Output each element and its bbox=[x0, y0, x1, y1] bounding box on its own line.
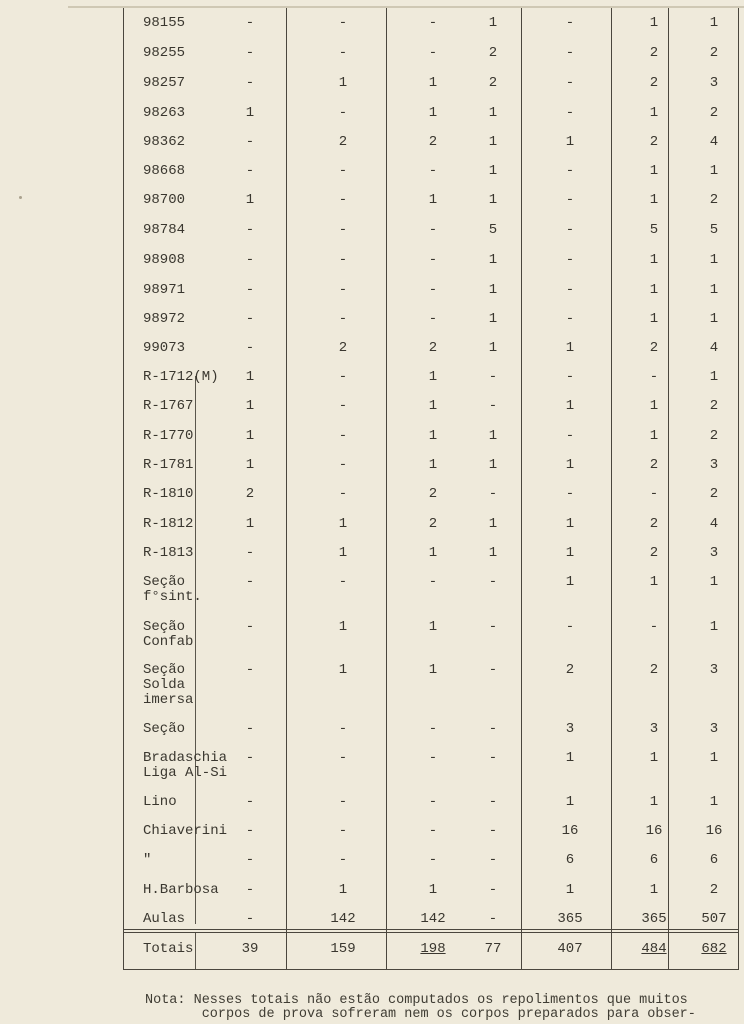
row-value: - bbox=[428, 794, 438, 810]
row-value: - bbox=[245, 134, 255, 150]
row-value: 3 bbox=[709, 457, 719, 473]
row-label: 98668 bbox=[143, 163, 186, 179]
row-value: 1 bbox=[428, 457, 438, 473]
row-value: 1 bbox=[709, 750, 719, 766]
row-value: - bbox=[488, 911, 498, 927]
row-value: 4 bbox=[709, 134, 719, 150]
row-value: - bbox=[649, 486, 659, 502]
row-label: 98255 bbox=[143, 45, 186, 61]
row-label: R-1712(M) bbox=[143, 369, 219, 385]
row-label: Aulas bbox=[143, 911, 186, 927]
row-value: 1 bbox=[649, 192, 659, 208]
row-value: 5 bbox=[488, 222, 498, 238]
totals-rule-top-double bbox=[123, 932, 739, 933]
row-value: 1 bbox=[428, 619, 438, 635]
row-value: 2 bbox=[428, 516, 438, 532]
row-value: 1 bbox=[245, 192, 255, 208]
row-value: - bbox=[245, 340, 255, 356]
row-value: - bbox=[565, 369, 575, 385]
row-value: - bbox=[488, 369, 498, 385]
row-value: 1 bbox=[338, 619, 348, 635]
row-value: 1 bbox=[428, 398, 438, 414]
row-value: 2 bbox=[488, 75, 498, 91]
row-value: 1 bbox=[338, 545, 348, 561]
row-value: 2 bbox=[338, 340, 348, 356]
totals-value: 198 bbox=[420, 941, 446, 957]
row-value: - bbox=[245, 852, 255, 868]
row-value: 2 bbox=[709, 486, 719, 502]
row-value: - bbox=[245, 163, 255, 179]
row-value: - bbox=[488, 750, 498, 766]
totals-value: 39 bbox=[241, 941, 259, 957]
row-value: - bbox=[428, 252, 438, 268]
row-value: 1 bbox=[649, 398, 659, 414]
row-value: - bbox=[428, 282, 438, 298]
row-label: H.Barbosa bbox=[143, 882, 219, 898]
row-label: R-1813 bbox=[143, 545, 194, 561]
row-label: 98784 bbox=[143, 222, 186, 238]
row-value: - bbox=[338, 192, 348, 208]
row-value: - bbox=[565, 619, 575, 635]
row-value: 4 bbox=[709, 340, 719, 356]
row-label: R-1770 bbox=[143, 428, 194, 444]
row-value: - bbox=[428, 311, 438, 327]
row-value: 1 bbox=[565, 516, 575, 532]
row-label: 98971 bbox=[143, 282, 186, 298]
row-value: - bbox=[565, 282, 575, 298]
row-value: 1 bbox=[488, 252, 498, 268]
row-value: - bbox=[245, 750, 255, 766]
row-value: 1 bbox=[488, 105, 498, 121]
row-value: - bbox=[245, 282, 255, 298]
row-value: 2 bbox=[649, 457, 659, 473]
row-label: Seção f°sint. bbox=[143, 574, 202, 605]
row-value: 1 bbox=[245, 428, 255, 444]
row-value: 2 bbox=[565, 662, 575, 678]
row-value: - bbox=[428, 15, 438, 31]
row-label: 98362 bbox=[143, 134, 186, 150]
row-label: R-1781 bbox=[143, 457, 194, 473]
row-value: - bbox=[565, 311, 575, 327]
row-value: 2 bbox=[245, 486, 255, 502]
row-value: 6 bbox=[709, 852, 719, 868]
totals-value: 484 bbox=[641, 941, 667, 957]
totals-label: Totais bbox=[143, 941, 194, 957]
row-value: - bbox=[245, 911, 255, 927]
row-value: 1 bbox=[649, 750, 659, 766]
row-value: 2 bbox=[649, 545, 659, 561]
row-value: 1 bbox=[709, 619, 719, 635]
row-value: 3 bbox=[709, 545, 719, 561]
row-value: 2 bbox=[709, 428, 719, 444]
row-value: 1 bbox=[649, 163, 659, 179]
row-value: 2 bbox=[649, 134, 659, 150]
row-label: Seção Confab bbox=[143, 619, 194, 650]
row-value: 1 bbox=[488, 134, 498, 150]
row-value: - bbox=[338, 45, 348, 61]
row-value: - bbox=[428, 574, 438, 590]
row-value: - bbox=[565, 163, 575, 179]
row-label: Seção Solda imersa bbox=[143, 662, 194, 708]
row-value: 1 bbox=[649, 282, 659, 298]
row-value: - bbox=[428, 45, 438, 61]
table-border-right bbox=[738, 8, 739, 970]
row-value: - bbox=[428, 852, 438, 868]
row-value: - bbox=[565, 428, 575, 444]
row-value: 16 bbox=[561, 823, 579, 839]
row-value: - bbox=[338, 457, 348, 473]
row-value: 142 bbox=[420, 911, 446, 927]
row-value: - bbox=[245, 311, 255, 327]
row-value: 2 bbox=[649, 516, 659, 532]
row-value: 2 bbox=[709, 882, 719, 898]
row-value: 1 bbox=[488, 192, 498, 208]
row-value: 1 bbox=[649, 794, 659, 810]
row-value: - bbox=[245, 75, 255, 91]
row-value: 1 bbox=[649, 574, 659, 590]
row-value: - bbox=[338, 852, 348, 868]
row-value: - bbox=[488, 823, 498, 839]
row-label: 98257 bbox=[143, 75, 186, 91]
row-value: 1 bbox=[709, 574, 719, 590]
row-value: - bbox=[488, 721, 498, 737]
row-value: 1 bbox=[338, 516, 348, 532]
label-separator bbox=[195, 376, 196, 924]
row-value: 2 bbox=[709, 192, 719, 208]
row-value: 1 bbox=[565, 398, 575, 414]
row-value: - bbox=[338, 163, 348, 179]
row-value: 1 bbox=[565, 545, 575, 561]
row-value: 2 bbox=[709, 45, 719, 61]
row-value: - bbox=[428, 163, 438, 179]
row-value: 1 bbox=[428, 428, 438, 444]
row-value: - bbox=[338, 721, 348, 737]
row-value: - bbox=[565, 486, 575, 502]
row-value: 1 bbox=[565, 574, 575, 590]
row-value: 3 bbox=[709, 75, 719, 91]
row-value: 1 bbox=[709, 311, 719, 327]
row-value: - bbox=[245, 882, 255, 898]
row-value: - bbox=[565, 15, 575, 31]
row-value: 365 bbox=[641, 911, 667, 927]
row-label: R-1767 bbox=[143, 398, 194, 414]
row-value: 1 bbox=[488, 163, 498, 179]
totals-value: 77 bbox=[484, 941, 502, 957]
row-value: - bbox=[565, 105, 575, 121]
row-value: 3 bbox=[709, 662, 719, 678]
row-value: 1 bbox=[488, 457, 498, 473]
footnote: Nota: Nesses totais não estão computados os repolimentos que muitos corpos de prova sofreram nem os corpos preparados para obser- bbox=[145, 993, 696, 1022]
row-label: R-1810 bbox=[143, 486, 194, 502]
row-value: - bbox=[338, 252, 348, 268]
row-value: 1 bbox=[565, 794, 575, 810]
row-value: - bbox=[245, 15, 255, 31]
row-value: 1 bbox=[565, 134, 575, 150]
row-value: - bbox=[338, 282, 348, 298]
row-value: 2 bbox=[709, 398, 719, 414]
row-value: - bbox=[488, 398, 498, 414]
row-value: 1 bbox=[709, 15, 719, 31]
row-label: R-1812 bbox=[143, 516, 194, 532]
row-value: - bbox=[565, 252, 575, 268]
row-value: - bbox=[338, 369, 348, 385]
row-value: 3 bbox=[709, 721, 719, 737]
row-value: 1 bbox=[338, 882, 348, 898]
row-value: - bbox=[338, 428, 348, 444]
row-value: - bbox=[338, 574, 348, 590]
row-value: - bbox=[565, 222, 575, 238]
row-value: - bbox=[488, 574, 498, 590]
row-value: 16 bbox=[645, 823, 663, 839]
row-value: 1 bbox=[709, 369, 719, 385]
row-value: 3 bbox=[649, 721, 659, 737]
row-value: - bbox=[245, 574, 255, 590]
label-separator bbox=[195, 933, 196, 970]
row-value: 1 bbox=[428, 192, 438, 208]
column-divider bbox=[286, 8, 287, 970]
row-value: 6 bbox=[565, 852, 575, 868]
row-value: - bbox=[488, 794, 498, 810]
row-value: - bbox=[428, 222, 438, 238]
row-value: 1 bbox=[488, 15, 498, 31]
row-value: 2 bbox=[488, 45, 498, 61]
row-value: 1 bbox=[428, 545, 438, 561]
row-value: - bbox=[245, 222, 255, 238]
row-value: - bbox=[338, 794, 348, 810]
row-value: - bbox=[338, 105, 348, 121]
row-value: 1 bbox=[565, 882, 575, 898]
row-value: - bbox=[338, 311, 348, 327]
row-label: Chiaverini bbox=[143, 823, 228, 839]
row-value: 1 bbox=[245, 516, 255, 532]
row-value: 3 bbox=[565, 721, 575, 737]
row-value: - bbox=[565, 45, 575, 61]
row-value: - bbox=[245, 721, 255, 737]
table-border-bottom bbox=[123, 969, 739, 970]
row-value: - bbox=[338, 750, 348, 766]
totals-value: 159 bbox=[330, 941, 356, 957]
row-value: 2 bbox=[709, 105, 719, 121]
row-value: 1 bbox=[428, 105, 438, 121]
row-value: - bbox=[245, 545, 255, 561]
row-value: 1 bbox=[488, 311, 498, 327]
row-value: 1 bbox=[488, 428, 498, 444]
column-divider bbox=[386, 8, 387, 970]
row-label: Lino bbox=[143, 794, 177, 810]
row-value: 1 bbox=[488, 282, 498, 298]
row-value: 507 bbox=[701, 911, 727, 927]
row-label: Bradaschia Liga Al-Si bbox=[143, 750, 228, 781]
row-value: - bbox=[488, 882, 498, 898]
row-value: 1 bbox=[428, 369, 438, 385]
totals-value: 407 bbox=[557, 941, 583, 957]
row-value: 1 bbox=[649, 105, 659, 121]
row-value: - bbox=[245, 794, 255, 810]
row-value: 1 bbox=[649, 428, 659, 444]
row-value: - bbox=[428, 721, 438, 737]
row-value: - bbox=[338, 15, 348, 31]
row-value: 1 bbox=[428, 75, 438, 91]
row-value: 1 bbox=[245, 457, 255, 473]
row-value: 1 bbox=[428, 882, 438, 898]
row-value: - bbox=[428, 823, 438, 839]
row-value: - bbox=[338, 486, 348, 502]
row-value: 16 bbox=[705, 823, 723, 839]
row-value: - bbox=[488, 852, 498, 868]
row-value: 2 bbox=[338, 134, 348, 150]
row-value: 1 bbox=[709, 282, 719, 298]
row-value: - bbox=[488, 662, 498, 678]
row-value: 1 bbox=[428, 662, 438, 678]
row-value: 4 bbox=[709, 516, 719, 532]
row-value: 1 bbox=[245, 398, 255, 414]
row-value: 1 bbox=[245, 105, 255, 121]
row-value: 365 bbox=[557, 911, 583, 927]
row-value: 2 bbox=[649, 662, 659, 678]
row-value: 1 bbox=[565, 457, 575, 473]
row-label: 98155 bbox=[143, 15, 186, 31]
row-value: - bbox=[338, 398, 348, 414]
row-value: 1 bbox=[649, 311, 659, 327]
row-value: 1 bbox=[709, 794, 719, 810]
row-label: 98263 bbox=[143, 105, 186, 121]
row-value: 2 bbox=[649, 340, 659, 356]
row-value: 1 bbox=[709, 163, 719, 179]
row-value: - bbox=[649, 369, 659, 385]
row-value: 2 bbox=[428, 340, 438, 356]
row-value: 1 bbox=[709, 252, 719, 268]
row-label: 98908 bbox=[143, 252, 186, 268]
row-value: 1 bbox=[488, 516, 498, 532]
row-value: - bbox=[245, 619, 255, 635]
row-value: - bbox=[338, 222, 348, 238]
column-divider bbox=[521, 8, 522, 970]
row-value: 1 bbox=[245, 369, 255, 385]
row-value: - bbox=[565, 192, 575, 208]
row-value: 1 bbox=[649, 252, 659, 268]
table-border-left bbox=[123, 8, 124, 970]
row-value: 2 bbox=[649, 75, 659, 91]
row-value: - bbox=[649, 619, 659, 635]
row-value: 2 bbox=[428, 486, 438, 502]
row-value: 1 bbox=[649, 15, 659, 31]
row-value: - bbox=[245, 45, 255, 61]
row-value: 1 bbox=[649, 882, 659, 898]
row-value: - bbox=[245, 823, 255, 839]
row-value: 5 bbox=[709, 222, 719, 238]
row-value: - bbox=[245, 662, 255, 678]
totals-rule-top bbox=[123, 929, 739, 930]
row-value: 1 bbox=[338, 75, 348, 91]
row-label: Seção bbox=[143, 721, 186, 737]
row-value: 5 bbox=[649, 222, 659, 238]
row-value: - bbox=[488, 486, 498, 502]
row-value: 1 bbox=[488, 340, 498, 356]
row-value: - bbox=[565, 75, 575, 91]
row-value: 1 bbox=[565, 750, 575, 766]
data-table bbox=[123, 8, 739, 970]
paper-mark bbox=[19, 196, 22, 199]
row-value: 142 bbox=[330, 911, 356, 927]
row-value: 1 bbox=[488, 545, 498, 561]
totals-value: 682 bbox=[701, 941, 727, 957]
row-value: - bbox=[245, 252, 255, 268]
row-label: " bbox=[143, 852, 152, 868]
row-value: - bbox=[488, 619, 498, 635]
row-value: 1 bbox=[338, 662, 348, 678]
row-value: 2 bbox=[649, 45, 659, 61]
column-divider bbox=[611, 8, 612, 970]
row-value: 2 bbox=[428, 134, 438, 150]
row-value: 6 bbox=[649, 852, 659, 868]
row-label: 98972 bbox=[143, 311, 186, 327]
row-value: 1 bbox=[565, 340, 575, 356]
row-label: 98700 bbox=[143, 192, 186, 208]
row-value: - bbox=[338, 823, 348, 839]
row-value: - bbox=[428, 750, 438, 766]
row-label: 99073 bbox=[143, 340, 186, 356]
